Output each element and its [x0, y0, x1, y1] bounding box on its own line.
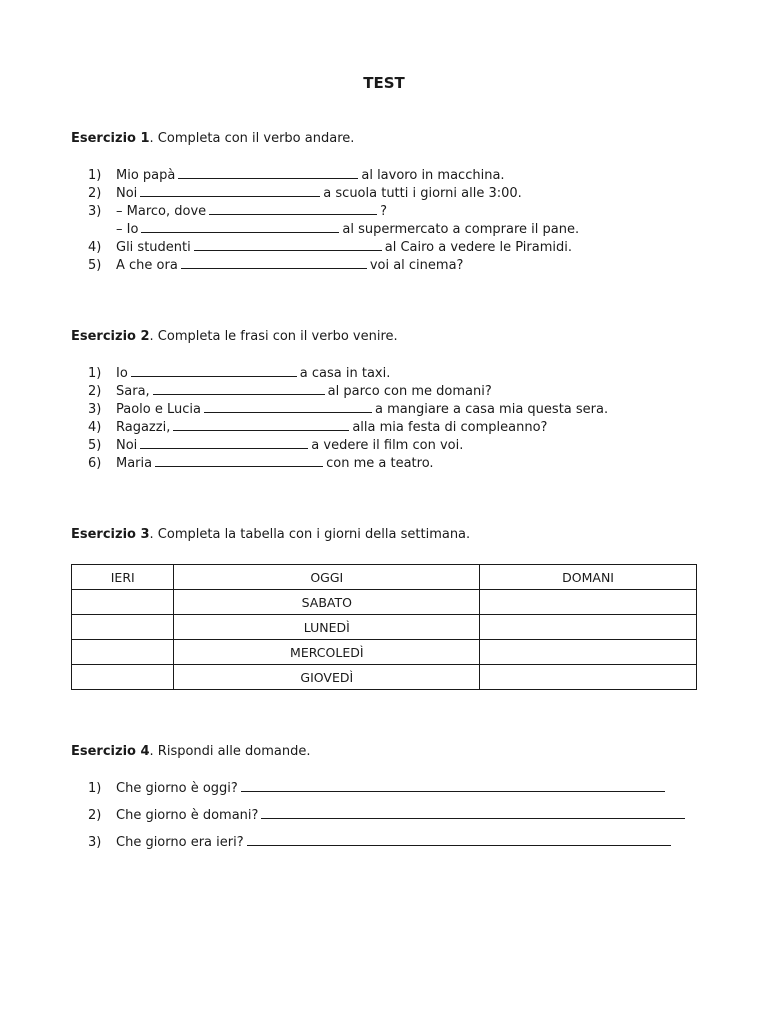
answer-cell[interactable] — [480, 640, 697, 665]
days-table — [71, 564, 697, 690]
answer-cell[interactable] — [480, 615, 697, 640]
exercise-instruction: . Rispondi alle domande. — [149, 744, 311, 759]
table-row — [72, 665, 697, 690]
exercise-1-list — [88, 166, 579, 274]
table-row — [72, 640, 697, 665]
exercise-label: Esercizio 3 — [71, 527, 150, 542]
exercise-label: Esercizio 4 — [71, 744, 150, 759]
exercise-4-heading — [71, 744, 310, 759]
exercise-instruction: . Completa la tabella con i giorni della settimana. — [149, 527, 471, 542]
answer-blank[interactable] — [241, 779, 665, 792]
exercise-label: Esercizio 2 — [71, 329, 150, 344]
header-domani: DOMANI — [480, 565, 697, 590]
answer-blank[interactable] — [247, 833, 671, 846]
list-item: 4) Gli studenti al Cairo a vedere le Piramidi. — [88, 240, 572, 255]
answer-blank[interactable] — [131, 364, 297, 377]
answer-blank[interactable] — [194, 238, 382, 251]
answer-blank[interactable] — [140, 184, 320, 197]
exercise-4-list — [88, 779, 688, 860]
list-item: 2) Sara, al parco con me domani? — [88, 384, 492, 399]
answer-blank[interactable] — [141, 220, 339, 233]
answer-blank[interactable] — [261, 806, 685, 819]
answer-cell[interactable] — [72, 665, 174, 690]
list-item: 5) A che ora voi al cinema? — [88, 258, 464, 273]
exercise-3-heading — [71, 527, 470, 542]
answer-blank[interactable] — [140, 436, 308, 449]
answer-blank[interactable] — [178, 166, 358, 179]
answer-cell[interactable] — [72, 590, 174, 615]
exercise-instruction: . Completa le frasi con il verbo venire. — [149, 329, 398, 344]
answer-cell[interactable] — [480, 665, 697, 690]
header-ieri: IERI — [72, 565, 174, 590]
list-item: 1) Mio papà al lavoro in macchina. — [88, 168, 505, 183]
exercise-1-heading — [71, 131, 354, 146]
exercise-2-heading — [71, 329, 398, 344]
list-item: 4) Ragazzi, alla mia festa di compleanno? — [88, 420, 548, 435]
list-item: 2) Noi a scuola tutti i giorni alle 3:00. — [88, 186, 522, 201]
list-item: 1) Che giorno è oggi? — [88, 779, 688, 806]
answer-blank[interactable] — [209, 202, 377, 215]
table-header-row — [72, 565, 697, 590]
list-item: 3) – Marco, dove ? — [88, 204, 388, 219]
answer-cell[interactable] — [480, 590, 697, 615]
header-oggi: OGGI — [174, 565, 480, 590]
table-row — [72, 615, 697, 640]
list-item: 1) Io a casa in taxi. — [88, 366, 391, 381]
answer-blank[interactable] — [153, 382, 325, 395]
exercise-label: Esercizio 1 — [71, 131, 150, 146]
answer-blank[interactable] — [155, 454, 323, 467]
list-item: 3) Paolo e Lucia a mangiare a casa mia questa sera. — [88, 402, 609, 417]
table-row — [72, 590, 697, 615]
given-day-cell: LUNEDÌ — [174, 615, 480, 640]
given-day-cell: MERCOLEDÌ — [174, 640, 480, 665]
answer-cell[interactable] — [72, 615, 174, 640]
list-item: 2) Che giorno è domani? — [88, 806, 688, 833]
exercise-instruction: . Completa con il verbo andare. — [149, 131, 355, 146]
given-day-cell: SABATO — [174, 590, 480, 615]
list-item: 5) Noi a vedere il film con voi. — [88, 438, 464, 453]
exercise-2-list — [88, 364, 608, 472]
answer-cell[interactable] — [72, 640, 174, 665]
page-title: TEST — [363, 74, 405, 92]
answer-blank[interactable] — [181, 256, 367, 269]
list-item: 3) Che giorno era ieri? — [88, 833, 688, 860]
list-item: 6) Maria con me a teatro. — [88, 456, 434, 471]
given-day-cell: GIOVEDÌ — [174, 665, 480, 690]
answer-blank[interactable] — [173, 418, 349, 431]
answer-blank[interactable] — [204, 400, 372, 413]
list-item: – Io al supermercato a comprare il pane. — [116, 222, 580, 237]
